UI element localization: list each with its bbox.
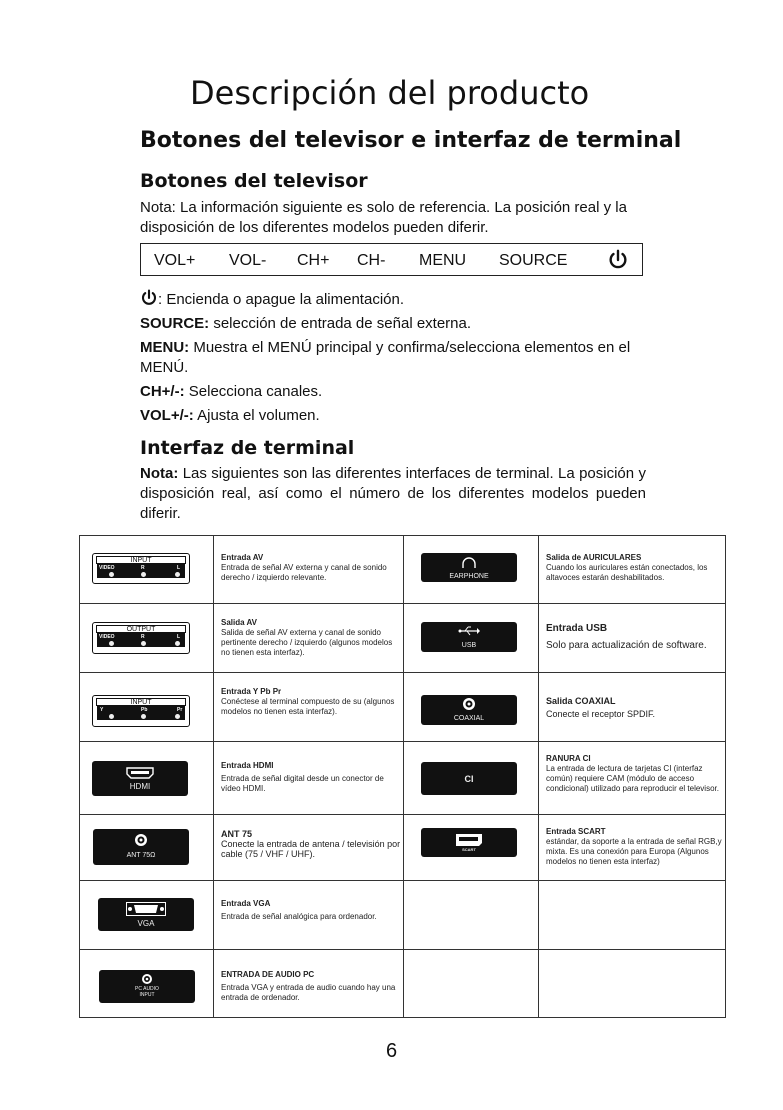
table-cell bbox=[403, 672, 539, 742]
table-cell bbox=[213, 741, 404, 815]
table-cell bbox=[213, 603, 404, 673]
earphone-panel bbox=[421, 553, 517, 582]
panel-label: PC AUDIO INPUT bbox=[135, 986, 159, 998]
jack-icon bbox=[175, 641, 180, 646]
jack-row bbox=[97, 564, 185, 578]
table-cell bbox=[79, 949, 214, 1018]
terminal-description: Entrada Y Pb Pr Conéctese al terminal compuesto de su (algunos modelos no tienen esta interfaz). bbox=[221, 687, 395, 716]
terminal-description: Entrada USB Solo para actualización de software. bbox=[546, 623, 707, 651]
table-cell bbox=[538, 949, 726, 1018]
terminal-description: Salida AV Salida de señal AV externa y canal de sonido pertinente derecho / izquierdo (algunos modelos no tienen esta interfaz). bbox=[221, 618, 393, 657]
ci-slot-panel bbox=[421, 762, 517, 795]
table-cell bbox=[213, 880, 404, 950]
table-cell bbox=[79, 880, 214, 950]
jack-icon bbox=[141, 572, 146, 577]
table-cell bbox=[79, 672, 214, 742]
tv-button-bar bbox=[140, 243, 643, 276]
table-cell bbox=[213, 672, 404, 742]
headphone-icon bbox=[461, 556, 477, 570]
table-cell bbox=[403, 814, 539, 881]
vga-port-icon bbox=[126, 902, 166, 916]
page-number: 6 bbox=[385, 1040, 398, 1062]
panel-label: CI bbox=[464, 774, 474, 784]
menu-label: MENU bbox=[419, 252, 467, 269]
table-cell bbox=[79, 535, 214, 604]
terminal-heading: Interfaz de terminal bbox=[140, 437, 355, 459]
terminal-note: Nota: Las siguientes son las diferentes interfaces de terminal. La posición y disposición real, así como el número de los diferentes modelos pueden diferir. bbox=[140, 465, 646, 522]
table-cell bbox=[213, 535, 404, 604]
table-cell bbox=[403, 741, 539, 815]
section-title: Botones del televisor e interfaz de terminal bbox=[140, 128, 682, 153]
jack-icon bbox=[109, 572, 114, 577]
terminal-description: ENTRADA DE AUDIO PC Entrada VGA y entrada de audio cuando hay una entrada de ordenador. bbox=[221, 970, 396, 1002]
jack-label: L bbox=[177, 634, 181, 640]
power-description: : Encienda o apague la alimentación. bbox=[140, 289, 646, 310]
jack-label: L bbox=[177, 565, 181, 571]
terminal-description: Entrada AV Entrada de señal AV externa y canal de sonido derecho / izquierdo relevante. bbox=[221, 553, 387, 582]
panel-label: SCART bbox=[462, 847, 476, 852]
table-cell bbox=[79, 603, 214, 673]
av-input-panel bbox=[92, 553, 190, 584]
jack-label: Pr bbox=[177, 707, 183, 713]
panel-label: VGA bbox=[137, 919, 155, 928]
vol-up-label: VOL+ bbox=[154, 252, 196, 269]
panel-label: COAXIAL bbox=[453, 715, 485, 722]
vol-down-label: VOL- bbox=[229, 252, 267, 269]
source-label: SOURCE bbox=[499, 252, 568, 269]
antenna-panel bbox=[93, 829, 189, 865]
jack-label: Pb bbox=[141, 707, 148, 713]
jack-label: R bbox=[141, 634, 145, 640]
scart-panel bbox=[421, 828, 517, 857]
terminal-description: Salida de AURICULARES Cuando los auriculares están conectados, los altavoces estarán deshabilitados. bbox=[546, 553, 708, 582]
ch-up-label: CH+ bbox=[297, 252, 330, 269]
table-cell bbox=[213, 949, 404, 1018]
source-description: SOURCE: selección de entrada de señal externa. bbox=[140, 315, 472, 332]
jack-label: VIDEO bbox=[99, 634, 115, 640]
terminal-description: Entrada SCART estándar, da soporte a la entrada de señal RGB,y mixta. Es una conexión para Europa (Algunos modelos no tienen esta interfaz) bbox=[546, 827, 722, 866]
table-cell bbox=[538, 880, 726, 950]
power-icon bbox=[607, 249, 629, 271]
ypbpr-input-panel bbox=[92, 695, 190, 727]
tv-buttons-heading: Botones del televisor bbox=[140, 170, 368, 192]
channel-description: CH+/-: Selecciona canales. bbox=[140, 383, 323, 400]
panel-label: EARPHONE bbox=[449, 573, 489, 580]
terminal-description: Entrada HDMI Entrada de señal digital desde un conector de vídeo HDMI. bbox=[221, 761, 384, 793]
ch-down-label: CH- bbox=[357, 252, 386, 269]
tv-buttons-note: Nota: La información siguiente es solo de referencia. La posición real y la disposición de los diferentes modelos pueden diferir. bbox=[140, 199, 627, 236]
table-cell bbox=[538, 814, 726, 881]
table-cell bbox=[79, 741, 214, 815]
table-cell bbox=[403, 880, 539, 950]
power-icon bbox=[140, 289, 158, 307]
terminal-description: Salida COAXIAL Conecte el receptor SPDIF. bbox=[546, 696, 656, 719]
coaxial-panel bbox=[421, 695, 517, 725]
table-cell bbox=[538, 672, 726, 742]
table-cell bbox=[538, 741, 726, 815]
terminal-description: ANT 75 Conecte la entrada de antena / televisión por cable (75 / VHF / UHF). bbox=[221, 829, 401, 859]
jack-label: R bbox=[141, 565, 145, 571]
scart-port-icon bbox=[455, 833, 483, 847]
jack-row bbox=[97, 706, 185, 720]
jack-icon bbox=[141, 714, 146, 719]
hdmi-port-icon bbox=[126, 767, 154, 779]
table-cell bbox=[213, 814, 404, 881]
jack-icon bbox=[175, 714, 180, 719]
panel-label: INPUT bbox=[96, 698, 186, 706]
panel-label: USB bbox=[461, 642, 477, 649]
volume-description: VOL+/-: Ajusta el volumen. bbox=[140, 407, 320, 424]
audio-jack-icon bbox=[141, 973, 153, 985]
page-title: Descripción del producto bbox=[190, 74, 590, 112]
panel-label: INPUT bbox=[96, 556, 186, 564]
table-cell bbox=[403, 535, 539, 604]
pc-audio-panel bbox=[99, 970, 195, 1003]
terminal-description: RANURA CI La entrada de lectura de tarjetas CI (interfaz común) requiere CAM (módulo de acceso condicional) utilizado para reproducir el televisor. bbox=[546, 754, 719, 793]
antenna-jack-icon bbox=[134, 833, 148, 847]
table-cell bbox=[403, 949, 539, 1018]
hdmi-panel bbox=[92, 761, 188, 796]
terminal-description: Entrada VGA Entrada de señal analógica para ordenador. bbox=[221, 899, 377, 921]
table-cell bbox=[538, 535, 726, 604]
jack-icon bbox=[109, 714, 114, 719]
panel-label: HDMI bbox=[129, 782, 151, 791]
vga-panel bbox=[98, 898, 194, 931]
jack-label: Y bbox=[100, 707, 104, 713]
usb-icon bbox=[458, 626, 480, 636]
jack-label: VIDEO bbox=[99, 565, 115, 571]
av-output-panel bbox=[92, 622, 190, 654]
terminal-table bbox=[79, 535, 726, 1018]
jack-icon bbox=[141, 641, 146, 646]
jack-icon bbox=[175, 572, 180, 577]
coaxial-jack-icon bbox=[462, 697, 476, 711]
usb-panel bbox=[421, 622, 517, 652]
panel-label: ANT 75Ω bbox=[126, 852, 156, 859]
table-cell bbox=[79, 814, 214, 881]
menu-description: MENU: Muestra el MENÚ principal y confirma/selecciona elementos en el MENÚ. bbox=[140, 339, 631, 376]
jack-icon bbox=[109, 641, 114, 646]
jack-row bbox=[97, 633, 185, 647]
table-cell bbox=[538, 603, 726, 673]
table-cell bbox=[403, 603, 539, 673]
panel-label: OUTPUT bbox=[96, 625, 186, 633]
